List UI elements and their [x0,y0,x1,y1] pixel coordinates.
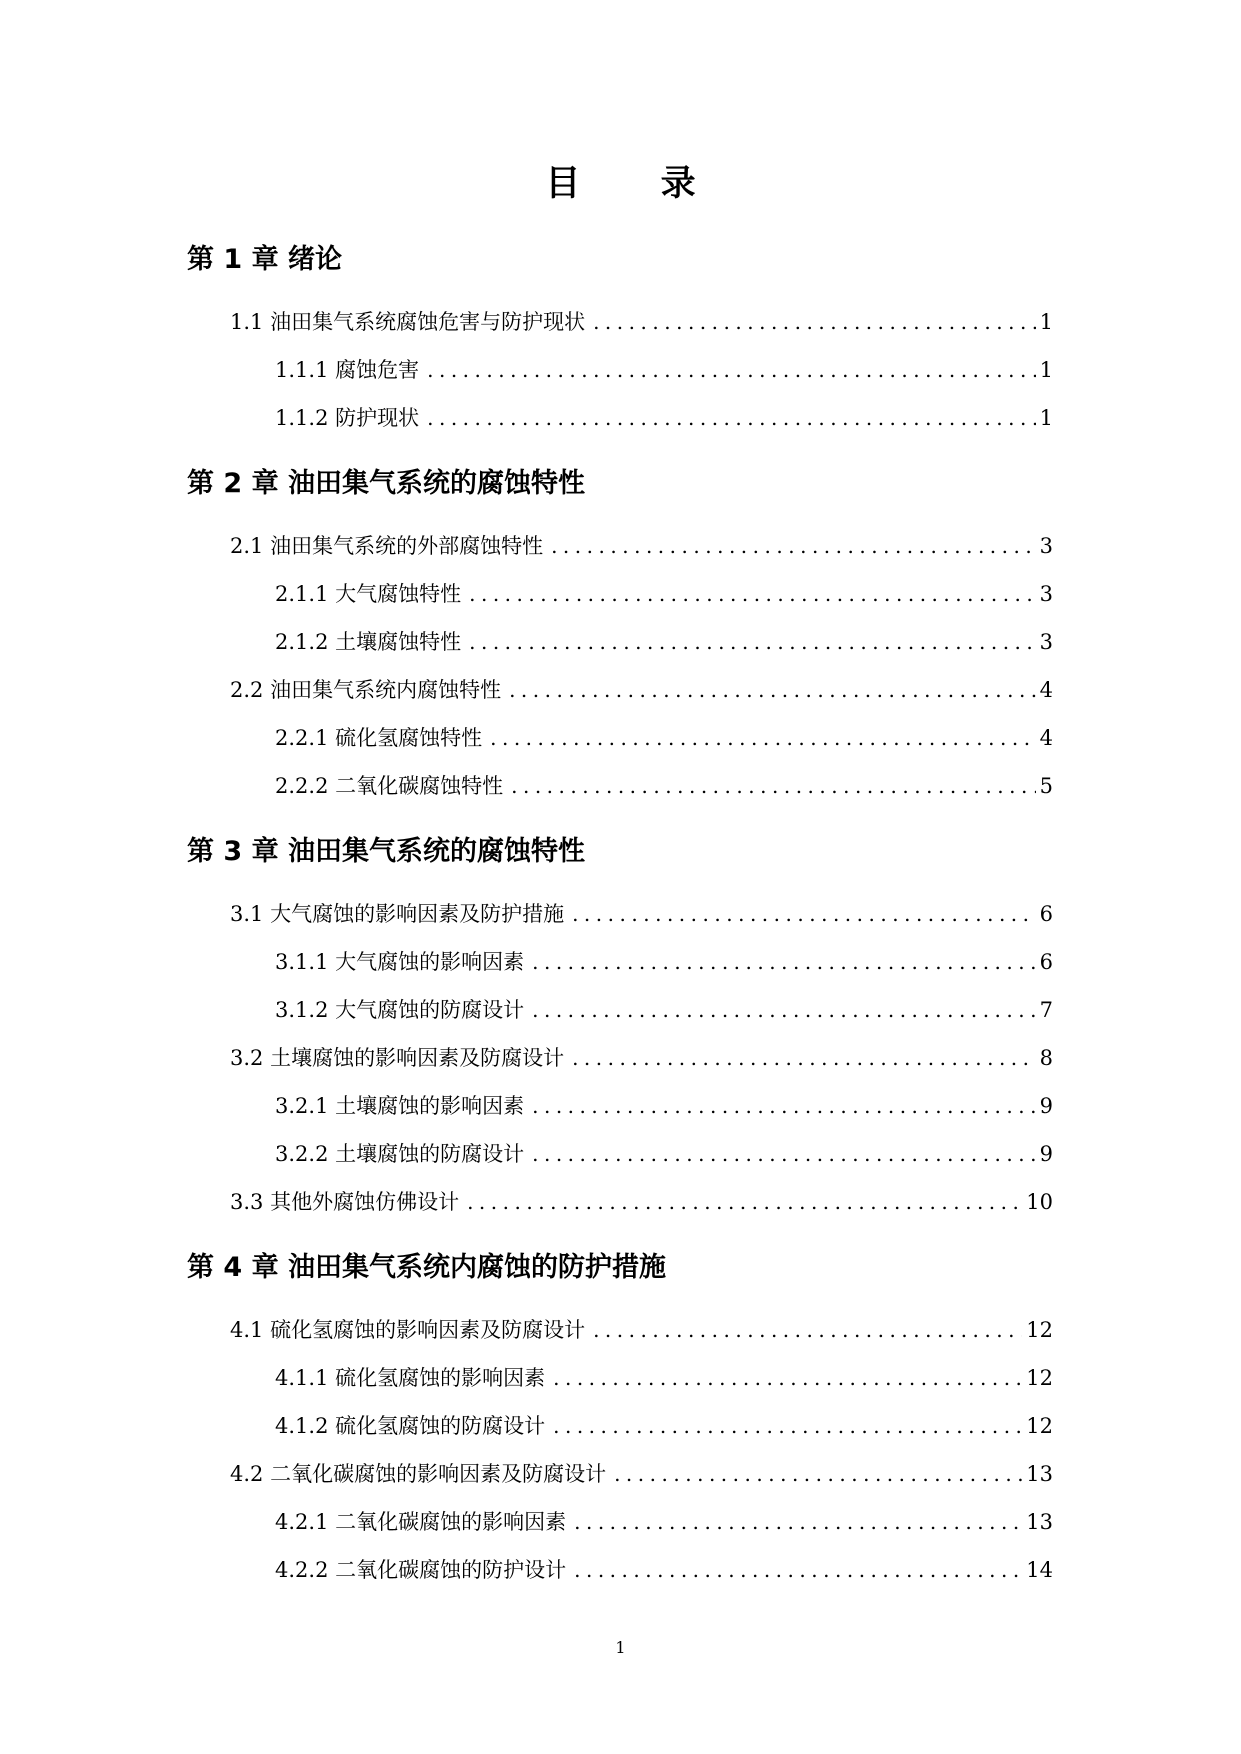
toc-page-number: 6 [1039,950,1053,974]
toc-page-number: 12 [1026,1414,1053,1438]
toc-entry-2-2-1[interactable] [275,722,1053,754]
toc-entry-3-2-1[interactable] [275,1090,1053,1122]
toc-entry-2-2[interactable] [230,674,1053,706]
chapter-3-heading[interactable]: 第 3 章 油田集气系统的腐蚀特性 [187,836,585,867]
toc-page-number: 9 [1039,1142,1053,1166]
dot-leader [427,354,1036,386]
dot-leader [511,770,1036,802]
toc-page-number: 4 [1039,726,1053,750]
dot-leader [593,1314,1022,1346]
toc-entry-label: 4.2 二氧化碳腐蚀的影响因素及防腐设计 [230,1462,607,1486]
dot-leader [593,306,1036,338]
dot-leader [490,722,1036,754]
toc-entry-label: 3.2 土壤腐蚀的影响因素及防腐设计 [230,1046,565,1070]
toc-entry-label: 2.1 油田集气系统的外部腐蚀特性 [230,534,544,558]
toc-page-number: 7 [1039,998,1053,1022]
toc-entry-1-1[interactable] [230,306,1053,338]
toc-page-number: 4 [1039,678,1053,702]
toc-entry-label: 3.1.2 大气腐蚀的防腐设计 [275,998,525,1022]
dot-leader [532,1090,1036,1122]
toc-page-number: 13 [1026,1462,1053,1486]
toc-page-number: 14 [1026,1558,1053,1582]
page-title: 目 录 [545,164,730,204]
dot-leader [572,898,1036,930]
toc-page-number: 1 [1039,310,1053,334]
toc-entry-label: 1.1.2 防护现状 [275,406,420,430]
toc-page-number: 3 [1039,630,1053,654]
chapter-1-heading[interactable]: 第 1 章 绪论 [187,244,342,275]
toc-entry-2-1-1[interactable] [275,578,1053,610]
dot-leader [553,1362,1022,1394]
toc-entry-1-1-2[interactable] [275,402,1053,434]
toc-entry-label: 1.1 油田集气系统腐蚀危害与防护现状 [230,310,586,334]
toc-entry-2-2-2[interactable] [275,770,1053,802]
toc-page-number: 3 [1039,534,1053,558]
dot-leader [469,626,1036,658]
toc-entry-label: 4.2.2 二氧化碳腐蚀的防护设计 [275,1558,567,1582]
toc-entry-label: 3.1.1 大气腐蚀的影响因素 [275,950,525,974]
dot-leader [614,1458,1022,1490]
toc-entry-4-2[interactable] [230,1458,1053,1490]
dot-leader [574,1554,1022,1586]
toc-page-number: 12 [1026,1318,1053,1342]
toc-entry-label: 4.2.1 二氧化碳腐蚀的影响因素 [275,1510,567,1534]
chapter-4-heading[interactable]: 第 4 章 油田集气系统内腐蚀的防护措施 [187,1252,666,1283]
toc-page-number: 1 [1039,406,1053,430]
toc-entry-label: 3.2.1 土壤腐蚀的影响因素 [275,1094,525,1118]
toc-page-number: 8 [1039,1046,1053,1070]
dot-leader [574,1506,1022,1538]
toc-entry-label: 2.2.1 硫化氢腐蚀特性 [275,726,483,750]
dot-leader [509,674,1036,706]
dot-leader [553,1410,1022,1442]
page-number: 1 [615,1638,626,1657]
dot-leader [467,1186,1022,1218]
toc-entry-2-1[interactable] [230,530,1053,562]
toc-entry-label: 2.2 油田集气系统内腐蚀特性 [230,678,502,702]
toc-entry-3-2-2[interactable] [275,1138,1053,1170]
toc-page-number: 9 [1039,1094,1053,1118]
toc-entry-3-1[interactable] [230,898,1053,930]
toc-entry-label: 3.3 其他外腐蚀仿佛设计 [230,1190,460,1214]
toc-entry-label: 4.1.2 硫化氢腐蚀的防腐设计 [275,1414,546,1438]
dot-leader [551,530,1036,562]
dot-leader [469,578,1036,610]
toc-entry-4-2-2[interactable] [275,1554,1053,1586]
toc-entry-label: 4.1 硫化氢腐蚀的影响因素及防腐设计 [230,1318,586,1342]
toc-page-number: 10 [1026,1190,1053,1214]
toc-entry-4-1-2[interactable] [275,1410,1053,1442]
dot-leader [427,402,1036,434]
toc-entry-label: 2.2.2 二氧化碳腐蚀特性 [275,774,504,798]
chapter-2-heading[interactable]: 第 2 章 油田集气系统的腐蚀特性 [187,468,585,499]
toc-entry-label: 3.2.2 土壤腐蚀的防腐设计 [275,1142,525,1166]
dot-leader [532,994,1036,1026]
toc-entry-4-2-1[interactable] [275,1506,1053,1538]
toc-entry-label: 2.1.2 土壤腐蚀特性 [275,630,462,654]
toc-entry-4-1[interactable] [230,1314,1053,1346]
dot-leader [532,946,1036,978]
toc-entry-3-2[interactable] [230,1042,1053,1074]
dot-leader [572,1042,1036,1074]
toc-entry-3-1-1[interactable] [275,946,1053,978]
toc-page-number: 5 [1039,774,1053,798]
toc-entry-2-1-2[interactable] [275,626,1053,658]
toc-entry-label: 3.1 大气腐蚀的影响因素及防护措施 [230,902,565,926]
dot-leader [532,1138,1036,1170]
toc-entry-3-3[interactable] [230,1186,1053,1218]
toc-entry-1-1-1[interactable] [275,354,1053,386]
toc-page-number: 1 [1039,358,1053,382]
toc-entry-label: 4.1.1 硫化氢腐蚀的影响因素 [275,1366,546,1390]
toc-entry-label: 2.1.1 大气腐蚀特性 [275,582,462,606]
toc-entry-3-1-2[interactable] [275,994,1053,1026]
toc-page-number: 13 [1026,1510,1053,1534]
toc-page-number: 3 [1039,582,1053,606]
toc-entry-label: 1.1.1 腐蚀危害 [275,358,420,382]
toc-page-number: 6 [1039,902,1053,926]
toc-entry-4-1-1[interactable] [275,1362,1053,1394]
toc-page-number: 12 [1026,1366,1053,1390]
